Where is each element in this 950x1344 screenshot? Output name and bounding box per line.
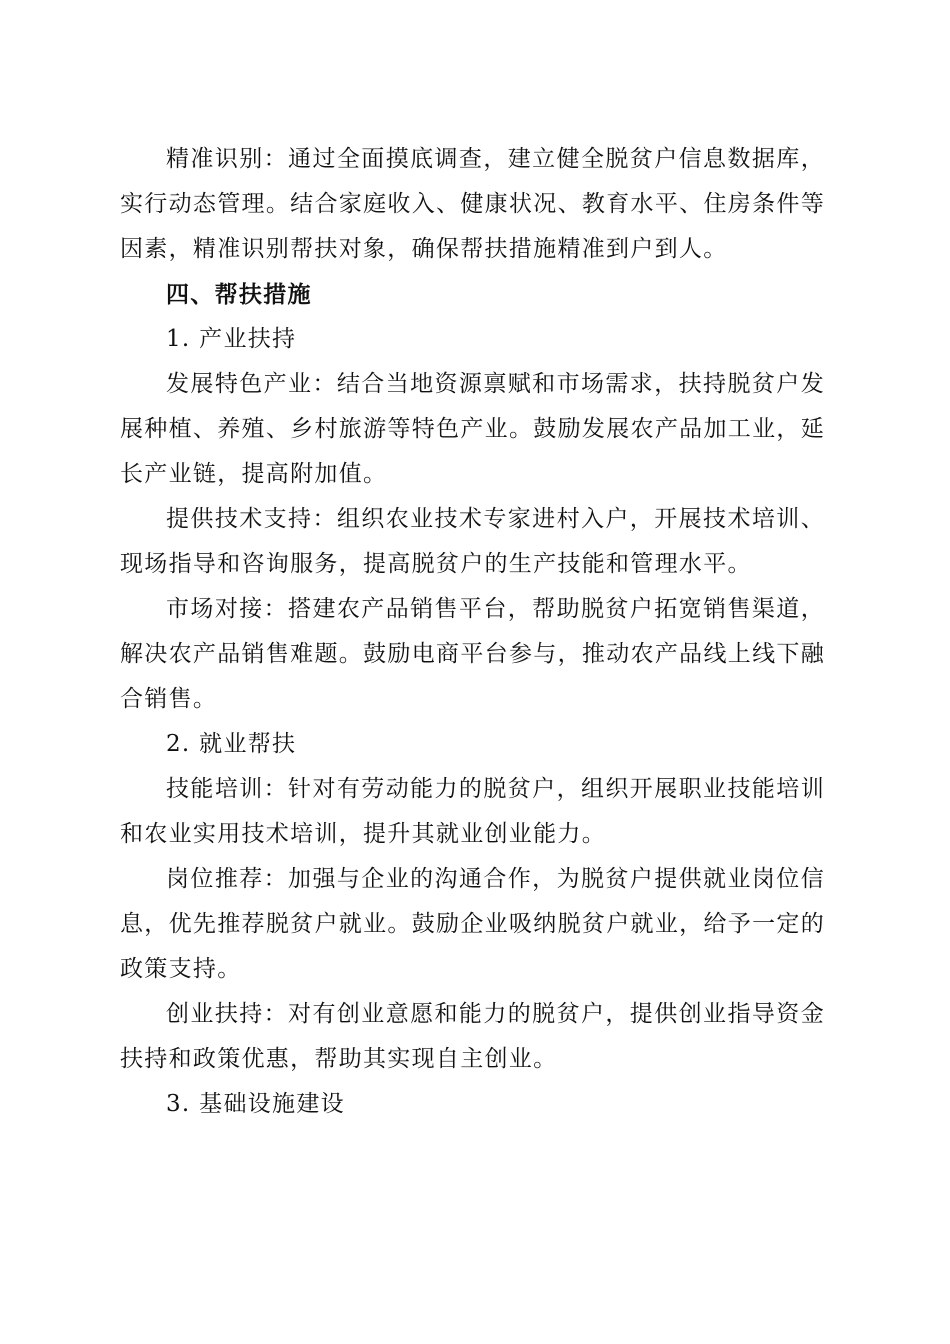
subheading-infrastructure: 3. 基础设施建设 (166, 1091, 345, 1117)
paragraph-job-recommendation: 岗位推荐：加强与企业的沟通合作，为脱贫户提供就业岗位信息，优先推荐脱贫户就业。鼓励企业吸纳脱贫户就业，给予一定的政策支持。 (120, 866, 825, 982)
paragraph-market-connection: 市场对接：搭建农产品销售平台，帮助脱贫户拓宽销售渠道，解决农产品销售难题。鼓励电商平台参与，推动农产品线上线下融合销售。 (120, 596, 825, 712)
paragraph-skills-training: 技能培训：针对有劳动能力的脱贫户，组织开展职业技能培训和农业实用技术培训，提升其就业创业能力。 (120, 776, 825, 847)
document-body (120, 137, 825, 1127)
paragraph-entrepreneurship-support: 创业扶持：对有创业意愿和能力的脱贫户，提供创业指导资金扶持和政策优惠，帮助其实现自主创业。 (120, 1001, 825, 1072)
subheading-employment-assistance: 2. 就业帮扶 (166, 731, 297, 757)
subheading-industry-support: 1. 产业扶持 (166, 326, 297, 352)
paragraph-technical-support: 提供技术支持：组织农业技术专家进村入户，开展技术培训、现场指导和咨询服务，提高脱贫户的生产技能和管理水平。 (120, 506, 825, 577)
paragraph-develop-industries: 发展特色产业：结合当地资源禀赋和市场需求，扶持脱贫户发展种植、养殖、乡村旅游等特色产业。鼓励发展农产品加工业，延长产业链，提高附加值。 (120, 371, 825, 487)
section-heading-assistance-measures: 四、帮扶措施 (166, 281, 312, 308)
paragraph-precise-identification: 精准识别：通过全面摸底调查，建立健全脱贫户信息数据库，实行动态管理。结合家庭收入、健康状况、教育水平、住房条件等因素，精准识别帮扶对象，确保帮扶措施精准到户到人。 (120, 146, 825, 262)
